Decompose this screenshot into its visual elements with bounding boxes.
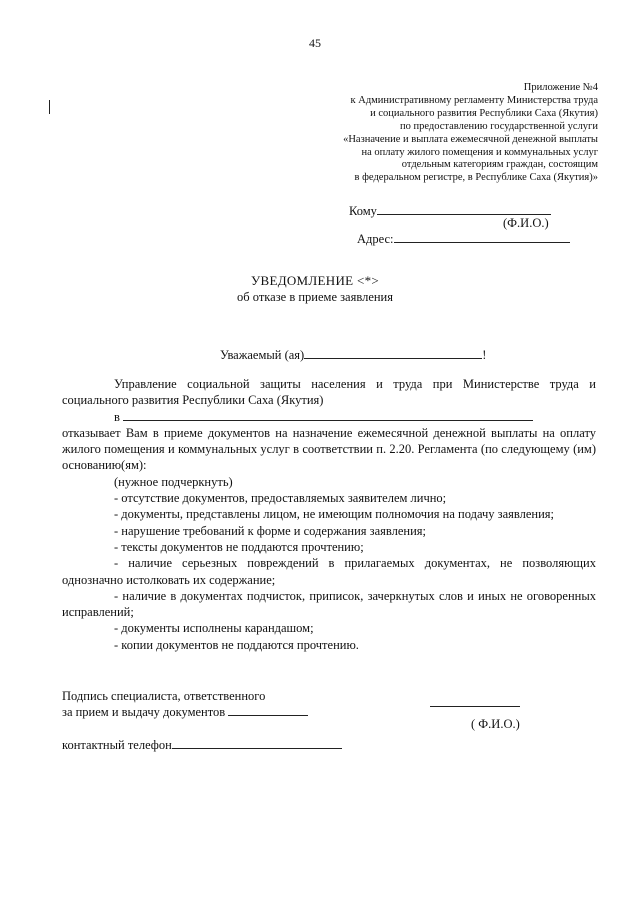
appendix-line: к Административному регламенту Министерства труда	[350, 94, 598, 106]
phone-blank-line[interactable]	[172, 737, 342, 749]
appendix-header	[343, 82, 598, 185]
signature-line2-row	[62, 704, 308, 720]
reason-item: - копии документов не поддаются прочтению.	[114, 637, 359, 652]
underline-note: (нужное подчеркнуть)	[114, 474, 233, 489]
appendix-line: в федеральном регистре, в Республике Саха (Якутия)»	[354, 172, 598, 184]
signature-line2: за прием и выдачу документов	[62, 705, 226, 719]
phone-label: контактный телефон	[62, 738, 172, 752]
signature-block	[62, 688, 308, 720]
appendix-line: и социального развития Республики Саха (Якутия)	[370, 107, 598, 119]
address-label: Адрес:	[357, 232, 394, 246]
in-label: в	[114, 409, 120, 424]
signature-fio-line[interactable]	[430, 706, 520, 707]
to-blank-line[interactable]	[377, 203, 551, 215]
margin-mark	[49, 100, 50, 114]
address-field	[357, 231, 570, 247]
to-label: Кому	[349, 204, 377, 218]
reason-item: - отсутствие документов, предоставляемых заявителем лично;	[114, 491, 447, 506]
signature-fio-note: ( Ф.И.О.)	[471, 717, 520, 731]
reason-item: - наличие в документах подчисток, приписок, зачеркнутых слов и иных не оговоренных исправлений;	[62, 588, 596, 620]
notice-subtitle: об отказе в приеме заявления	[237, 290, 393, 304]
appendix-line: по предоставлению государственной услуги	[400, 120, 598, 132]
reason-item: - тексты документов не поддаются прочтению;	[114, 539, 364, 554]
reason-item: - нарушение требований к форме и содержания заявления;	[114, 523, 426, 538]
reason-item: - документы, представлены лицом, не имеющим полномочия на подачу заявления;	[114, 507, 555, 522]
in-row	[62, 409, 596, 425]
appendix-line: отдельным категориям граждан, состоящим	[401, 159, 598, 171]
intro-paragraph: Управление социальной защиты населения и труда при Министерстве труда и социального развития Республики Саха (Якутия)	[62, 377, 596, 408]
signature-blank-line[interactable]	[228, 704, 308, 716]
appendix-line: «Назначение и выплата ежемесячной денежной выплаты	[343, 133, 598, 145]
greeting-name-line[interactable]	[304, 347, 482, 359]
address-blank-line[interactable]	[394, 231, 570, 243]
appendix-line: Приложение №4	[523, 82, 598, 93]
in-blank-line[interactable]	[123, 409, 533, 421]
greeting-label: Уважаемый (ая)	[220, 348, 305, 362]
refusal-paragraph: отказывает Вам в приеме документов на назначение ежемесячной денежной выплаты на оплату жилого помещения и коммунальных услуг в соответствии п. 2.20. Регламента (по следующему (им) основанию(ям):	[62, 425, 596, 473]
phone-field	[62, 737, 342, 753]
page-number: 45	[309, 36, 321, 50]
signature-line1: Подпись специалиста, ответственного	[62, 689, 266, 703]
greeting	[220, 347, 486, 363]
reason-item: - документы исполнены карандашом;	[114, 621, 314, 636]
to-fio-note: (Ф.И.О.)	[503, 216, 549, 230]
appendix-line: на оплату жилого помещения и коммунальных услуг	[361, 146, 598, 158]
notice-title: УВЕДОМЛЕНИЕ <*>	[250, 273, 380, 288]
greeting-end: !	[482, 348, 487, 362]
reason-item: - наличие серьезных повреждений в прилагаемых документах, не позволяющих однозначно истолковать их содержание;	[62, 556, 596, 587]
notice-body	[62, 376, 596, 653]
